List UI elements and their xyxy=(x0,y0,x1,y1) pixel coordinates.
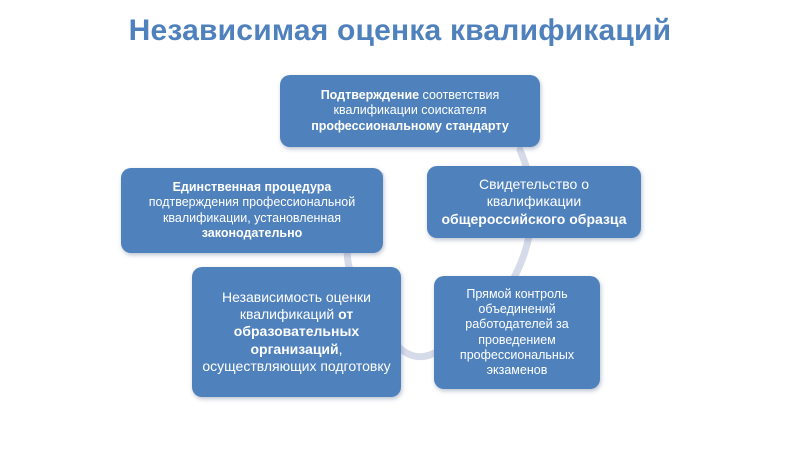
node-text-regular: Свидетельство о квалификации xyxy=(478,176,590,210)
node-text-bold: Единственная процедура xyxy=(172,180,332,194)
node-text-bold: от образовательных организаций xyxy=(233,306,360,357)
node-text-regular: подтверждения профессиональной квалификации, установленная xyxy=(148,195,356,225)
node-employer-control xyxy=(434,276,600,389)
node-independence xyxy=(192,267,401,397)
node-confirmation xyxy=(280,75,540,147)
node-text-regular: Прямой контроль объединений работодателей за проведением профессиональных экзаменов xyxy=(459,286,575,377)
page-title: Независимая оценка квалификаций xyxy=(128,14,672,47)
node-single-procedure xyxy=(121,168,383,253)
node-text xyxy=(200,289,393,374)
node-text-bold: законодательно xyxy=(201,225,303,240)
node-text-bold: общероссийского образца xyxy=(441,210,627,227)
node-text xyxy=(435,176,633,227)
node-text xyxy=(131,180,373,241)
node-text-bold: Подтверждение xyxy=(320,88,420,103)
node-certificate xyxy=(427,166,641,238)
node-text-regular: Независимость оценки квалификаций xyxy=(222,289,371,323)
node-text-bold: профессиональному стандарту xyxy=(311,118,509,133)
node-text xyxy=(442,287,592,379)
node-text-regular: соответствия квалификации соискателя xyxy=(333,88,500,118)
node-text-regular: , осуществляющих подготовку xyxy=(202,340,391,374)
node-text xyxy=(288,88,532,134)
